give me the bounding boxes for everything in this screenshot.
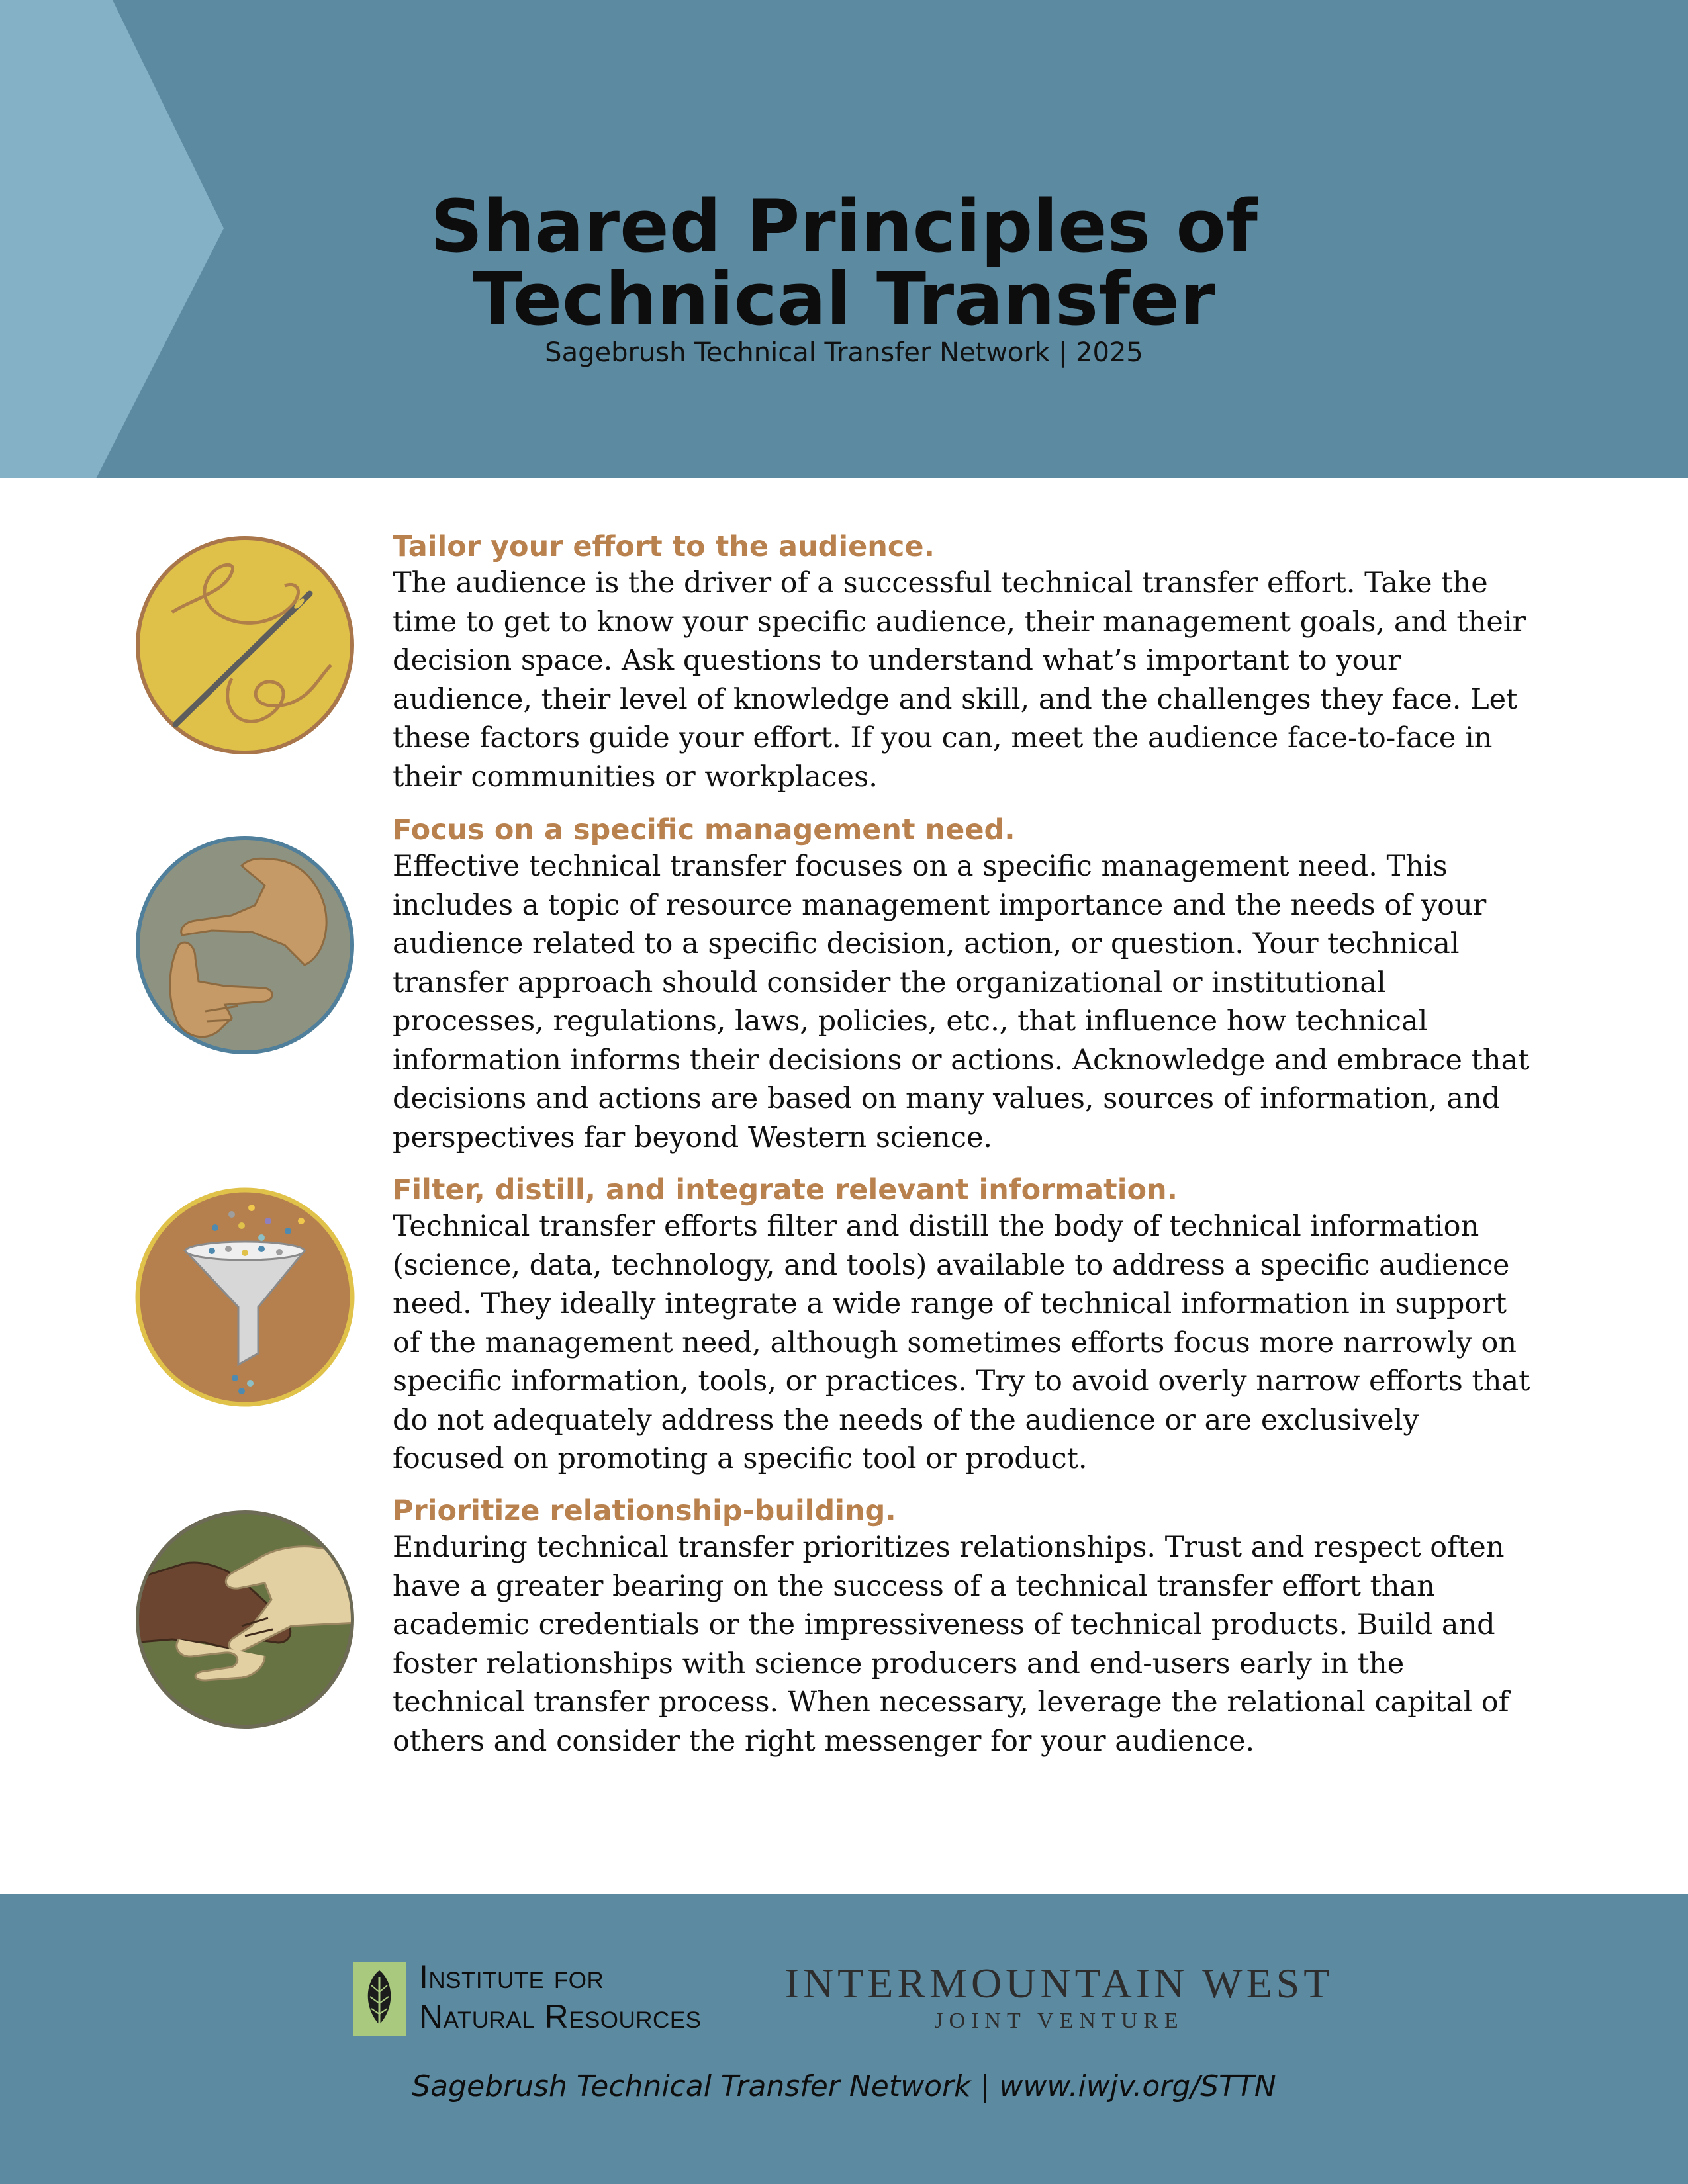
page-title-line1: Shared Principles of	[430, 184, 1258, 269]
hands-frame-icon	[132, 833, 357, 1058]
inr-line1: Institute for	[419, 1958, 604, 1995]
footer-banner	[0, 1894, 1688, 2184]
principle-heading: Filter, distill, and integrate relevant information.	[393, 1173, 1178, 1206]
iwjv-line2: JOINT VENTURE	[934, 2009, 1184, 2033]
principle-body: Effective technical transfer focuses on a specific management need. This includes a topic of resource management importance and the needs of your audience related to a specific decision, action, or question. Your technical transfer approach should consider the organizational or institutional processes, regulations, laws, policies, etc., that influence how technical information informs their decisions or actions. Acknowledge and embrace that decisions and actions are based on many values, sources of information, and perspectives far beyond Western science.	[393, 850, 1530, 1154]
header-banner	[0, 0, 1688, 478]
principle-body: Enduring technical transfer prioritizes relationships. Trust and respect often have a greater bearing on the success of a technical transfer effort than academic credentials or the impressiveness of technical products. Build and foster relationships with science producers and end-users early in the technical transfer process. When necessary, leverage the relational capital of others and consider the right messenger for your audience.	[393, 1531, 1509, 1758]
page-title-line2: Technical Transfer	[473, 257, 1215, 341]
principle-heading: Prioritize relationship-building.	[393, 1494, 896, 1527]
principle-body: The audience is the driver of a successful technical transfer effort. Take the time to get to know your specific audience, their management goals, and their decision space. Ask questions to understand what’s important to your audience, their level of knowledge and skill, and the challenges they face. Let these factors guide your effort. If you can, meet the audience face-to-face in their communities or workplaces.	[393, 567, 1526, 794]
inr-line2: Natural Resources	[419, 1998, 702, 2035]
inr-logo-text	[419, 1957, 763, 2036]
principle-heading: Tailor your effort to the audience.	[393, 530, 935, 563]
principle-heading: Focus on a specific management need.	[393, 813, 1015, 846]
page-subtitle: Sagebrush Technical Transfer Network | 2025	[545, 338, 1143, 368]
principle-body: Technical transfer efforts filter and distill the body of technical information (science, data, technology, and tools) available to address a specific audience need. They ideally integrate a wide range of technical information in support of the management need, although sometimes efforts focus more narrowly on specific information, tools, or practices. Try to avoid overly narrow efforts that do not adequately address the needs of the audience or are exclusively focused on promoting a specific tool or product.	[393, 1210, 1530, 1475]
footer-tagline: Sagebrush Technical Transfer Network | www.iwjv.org/STTN	[412, 2070, 1276, 2103]
iwjv-line1: INTERMOUNTAIN WEST	[784, 1960, 1334, 2007]
funnel-icon	[132, 1185, 357, 1410]
handshake-icon	[132, 1507, 357, 1732]
needle-thread-icon	[132, 533, 357, 758]
leaf-icon	[353, 1962, 406, 2036]
inr-logo	[353, 1957, 750, 2043]
iwjv-logo	[781, 1960, 1337, 2046]
